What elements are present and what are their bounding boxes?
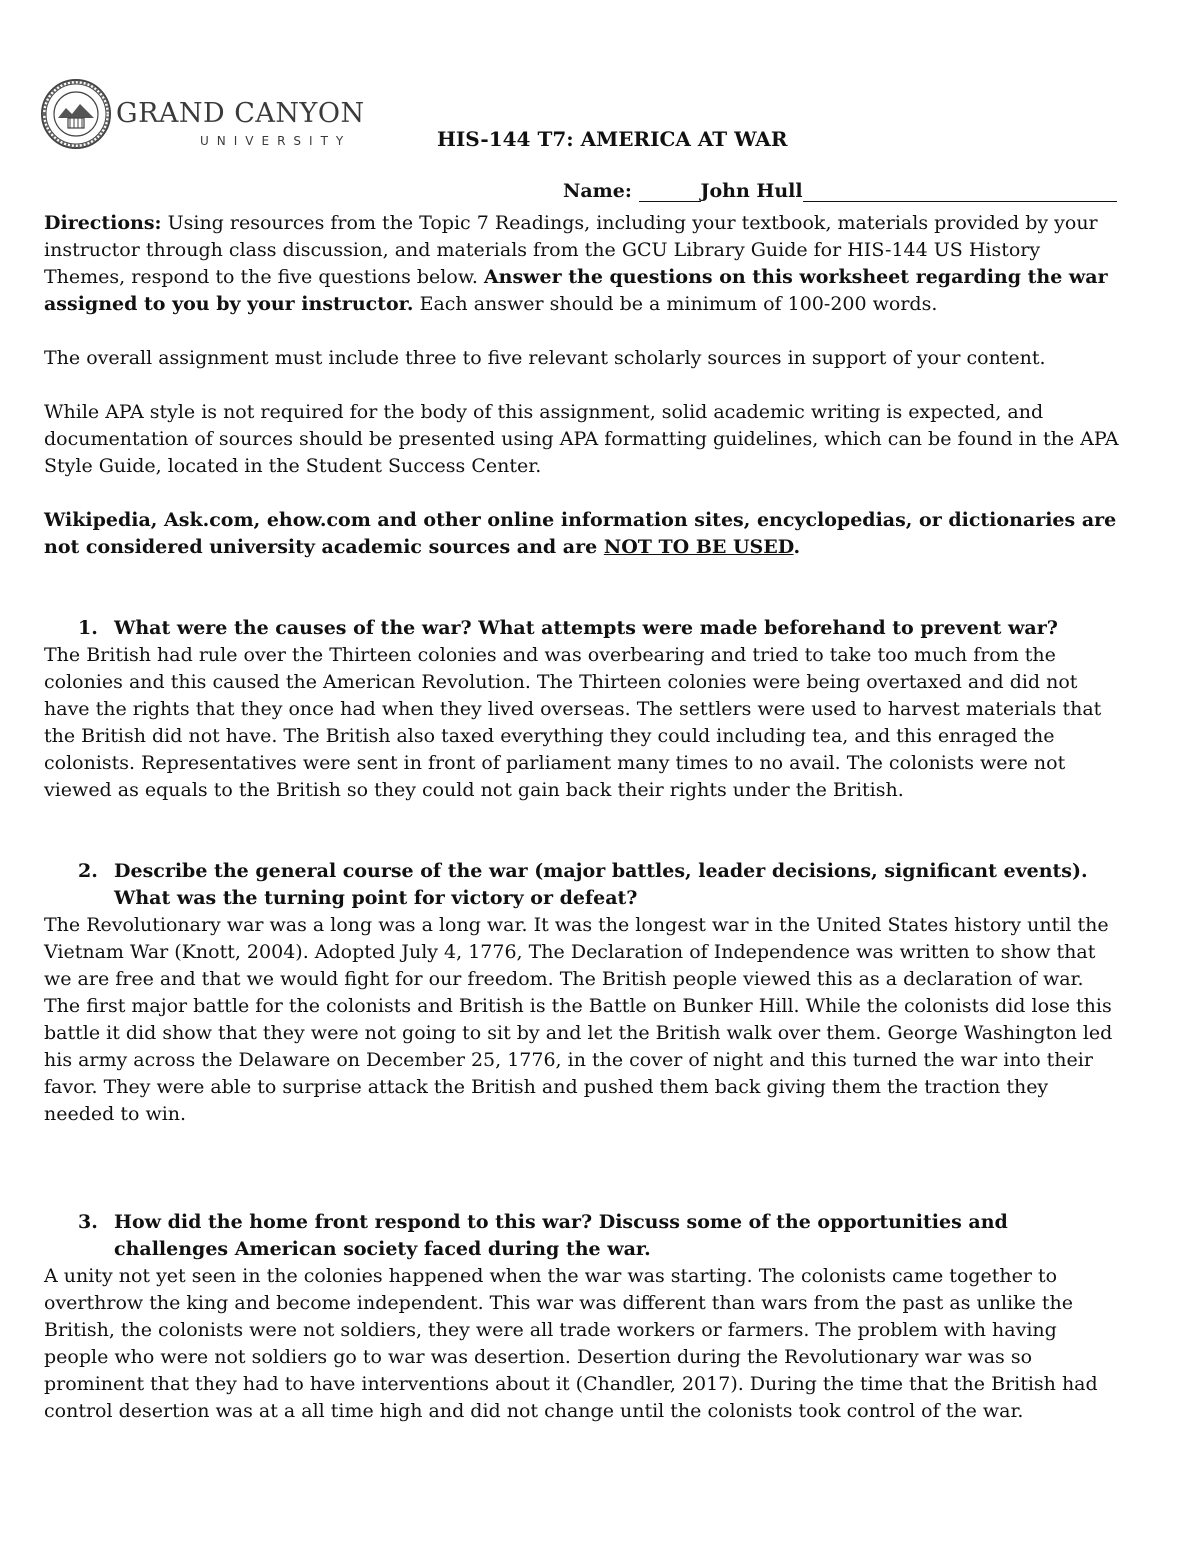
name-underline-right — [803, 181, 1117, 202]
answer-2: The Revolutionary war was a long was a long war. It was the longest war in the United States history until the Vietnam War (Knott, 2004). Adopted July 4, 1776, The Declaration of Independence was written to show that we are free and that we would fight for our freedom. The British people viewed this as a declaration of war. The first major battle for the colonists and British is the Battle on Bunker Hill. While the colonists did lose this battle it did show that they were not going to sit by and let the British walk over them. George Washington led his army across the Delaware on December 25, 1776, in the cover of night and this turned the war into their favor. They were able to surprise attack the British and pushed them back giving them the traction they needed to win. — [44, 914, 1113, 1125]
university-logo — [40, 78, 365, 158]
directions-paragraph — [44, 210, 1124, 318]
directions-text: Using resources from the Topic 7 Readings, including your textbook, materials provided by your instructor through class discussion, and materials from the GCU Library Guide for HIS-144 US History Themes, respond to the five questions below. — [44, 212, 1098, 288]
student-name-value: John Hull — [700, 180, 803, 202]
name-underline-left — [639, 181, 701, 202]
worksheet-title: HIS-144 T7: AMERICA AT WAR — [437, 127, 788, 151]
directions-word-count: Each answer should be a minimum of 100-200 words. — [413, 293, 938, 315]
apa-style-note: While APA style is not required for the body of this assignment, solid academic writing is expected, and documentation of sources should be presented using APA formatting guidelines, which can be found in the APA Style Guide, located in the Student Success Center. — [44, 401, 1119, 477]
university-seal-icon — [40, 78, 112, 150]
answer-1: The British had rule over the Thirteen colonies and was overbearing and tried to take too much from the colonies and this caused the American Revolution. The Thirteen colonies were being overtaxed and did not have the rights that they once had when they lived overseas. The settlers were used to harvest materials that the British did not have. The British also taxed everything they could including tea, and this enraged the colonists. Representatives were sent in front of parliament many times to no avail. The colonists were not viewed as equals to the British so they could not gain back their rights under the British. — [44, 644, 1102, 801]
directions-emphasis: Answer the questions on this worksheet regarding the war assigned to you by your instructor. — [44, 266, 1108, 315]
prohibited-sources-warning: Wikipedia, Ask.com, ehow.com and other online information sites, encyclopedias, or dictionaries are not considered university academic sources and are NOT TO BE USED. — [44, 509, 1117, 558]
logo-wordmark-primary: GRAND CANYON — [116, 98, 365, 129]
student-name-row — [563, 180, 1117, 202]
name-label: Name: — [563, 180, 639, 202]
answer-3: A unity not yet seen in the colonies happened when the war was starting. The colonists came together to overthrow the king and become independent. This war was different than wars from the past as unlike the British, the colonists were not soldiers, they were all trade workers or farmers. The problem with having people who were not soldiers go to war was desertion. Desertion during the Revolutionary war was so prominent that they had to have interventions about it (Chandler, 2017). During the time that the British had control desertion was at a all time high and did not change until the colonists took control of the war. — [44, 1265, 1098, 1422]
not-to-be-used-text: NOT TO BE USED — [603, 536, 794, 558]
question-1: 1. What were the causes of the war? What attempts were made beforehand to prevent war? — [78, 617, 1058, 639]
question-3: 3. How did the home front respond to this war? Discuss some of the opportunities and challenges American society faced during the war. — [78, 1211, 1008, 1260]
question-2: 2. Describe the general course of the war (major battles, leader decisions, significant events). What was the turning point for victory or defeat? — [78, 860, 1088, 909]
worksheet-body — [44, 210, 1124, 1425]
logo-wordmark-secondary: UNIVERSITY — [200, 134, 352, 148]
sources-requirement: The overall assignment must include three to five relevant scholarly sources in support of your content. — [44, 347, 1046, 369]
directions-label: Directions: — [44, 212, 162, 234]
